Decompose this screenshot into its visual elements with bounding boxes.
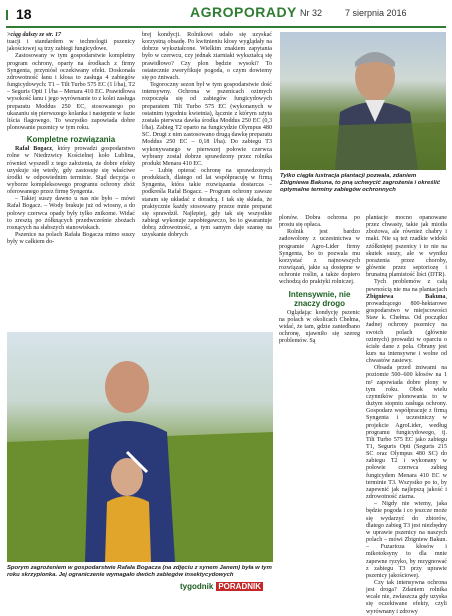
issue-number: Nr 32 — [300, 8, 323, 18]
brand-logo-secondary: PORADNIK — [218, 582, 262, 591]
paragraph: Obsada przed żniwami na poziomie 500–600 kłosów na 1 m² zapowiada dobre plony w tym roku. Obok wielu czynników plonowania to w dużym stopniu zasługa ochrony. Gospodarz współpracuje z firmą Syngenta i uczestniczy w projekcie AgroLider, według programu fungicydowego, tj. Tilt Turbo 575 EC jako zabiegu T1, Seguris Opti (Seguris 215 SC oraz Olympus 480 SC) do zabiegu T2 i wykonany w połowie czerwca zabieg fungicydem Menara 410 EC w terminie T3. Wszystko po to, by zapewnić jak najlepszą jakość i zdrowotność ziarna. — [366, 365, 447, 501]
subheading: Kompletne rozwiązania — [26, 135, 116, 145]
paragraph: plantacje mocno opanowane przez chwasty, takie jak miotła zbożowa, ale również chabry i maki. Nie są też rzadkie widoki zżółkniętej pszenicy i to nie na skutek suszy, ale w wyniku porażenia przez choroby, głównie przez septoriozę i brunatną plamistość liści (DTR). — [366, 215, 447, 279]
paragraph: Oglądając kondycję pszenic na polach w okolicach Chełma, widać, że tam, gdzie zaniedbano ochronę, ujawniło się szereg problemów. Są — [279, 309, 360, 345]
photo-caption: Tylko ciągła lustracja plantacji pozwala, zdaniem Zbigniewa Bakuna, to pną uchwycić zagrożenia i określić optymalne terminy zabiegów ochronnych — [280, 173, 441, 193]
paragraph: Tych problemów z całą pewnością nie ma na plantacjach Zbigniewa Bakuna, prowadzącego 800-hektarowe gospodarstwo w miejscowości Staw k. Chełma. Od początku żadnej ochrony pszenicy na swoich polach (głównie ozimych) prowadzi w oparciu o ścisłe dane z pola. Obrany jest kurs na intensywne i wolne od chwastów zasiewy. — [366, 279, 447, 365]
paragraph: Tegoroczny sezon był w tym gospodarstwie dość intensywny. Ochrona w pszenicach ozimych rozpoczęła się od zabiegów fungicydowych preparatem Tilt Turbo 575 EC (wykonanych w ostatnim tygodniu kwietnia), łącznie z którym użyta została pierwsza dawka środka Moddus 250 EC (0,3 l/ha). Zabieg T2 oparto na fungicydzie Olympus 480 SC. Drugi z nim zastosowano drugą dawkę preparatu Moddus 250 EC – 0,18 l/ha). Do zabiegu T3 wykonywanego w pierwszej połowie czerwca wybrany został dobrze sprawdzony przez rolnika produkt Menara 410 EC. — [142, 82, 272, 167]
paragraph: tuacji i standardem w technologii pszenicy jakościowej są trzy zabiegi fungicydowe. — [7, 39, 135, 53]
paragraph: Pszenice na polach Rafała Bogacza mimo suszy były w całkiem do- — [7, 232, 135, 246]
paragraph: Rolnik jest bardzo zadowolony z uczestnictwa w programie Agro-Lider firmy Syngenta, bo to pozwala mu korzystać z najnowszych rozwiązań, jakie są dostępne w ochronie roślin, a także dopiero wchodzą do praktyki rolniczej. — [279, 229, 360, 286]
paragraph: – Lubię opierać ochronę na sprawdzonych produktach, dlatego od lat współpracuję w firmą Syngenta, która takie rozwiązania dostarcza – podkreśla Rafał Bogacz. – Program ochrony zawsze staram się układać z doradcą. I tak się składa, że praktycznie każdy stosowany przeze mnie preparat się sprawdził. Najlepiej, gdy tak się wszystkie zabiegi wykonuje zapobiegawczo, bo to gwarantuje dobrą zdrowotność, a tym samym daje szansę na uzyskanie dobrych — [142, 167, 272, 239]
article-column-2 — [142, 32, 272, 240]
paragraph: – Takiej suszy dawno u nas nie było – mówi Rafał Bogacz. – Wody brakuje już od wiosny, a do połowy czerwca opady były tylko znikome. Widać to zresztą po żółknących przedwcześnie zbożach rosnących na słabszych stanowiskach. — [7, 196, 135, 231]
paragraph: – Nigdy nie wiemy, jaka będzie pogoda i co jeszcze może się wydarzyć do zbiorów, dlatego zabieg T3 jest niezbędny w uprawie pszenicy na naszych polach – mówi Zbigniew Bakun. – Fuzarioza kłosów i mikotoksyny to dla mnie zapewne ryzyko, by rezygnować z zabiegu T3 przy uprawie pszenicy jakościowej. — [366, 501, 447, 579]
brand-logo: tygodnik — [180, 582, 214, 591]
photo-caption: Sporym zagrożeniem w gospodarstwie Rafała Bogacza (na zdjęciu z synem Janem) była w tym roku skrzypionka. Jej ograniczenie wymagało dwóch zabiegów insektycydowych — [7, 565, 272, 578]
paragraph: Zastosowany w tym gospodarstwie kompletny program ochrony, oparty na środkach z firmy Syngenta, przyniósł oczekiwany efekt. Doskonała zdrowotność łanu i kłosa to zasługa 4 zabiegów fungicydowych: T1 – Tilt Turbo 575 EC (1 l/ha), T2 – Seguris Opti 1 l/ha – Menara 410 EC. Prawidłowa wysokość łanu i jego wyrównanie to z kolei zasługa preparatu Moddus 250 EC, stosowanego po ukazaniu się pierwszego kolanka i następnie w fazie liścia flagowego. To wszystko zapowiada dobre plonowanie pszenicy w tym roku. — [7, 53, 135, 132]
footer-logo — [180, 582, 263, 591]
photo-farmer-field — [280, 32, 446, 170]
article-column-1 — [7, 32, 135, 246]
person-name: Rafał Bogacz — [15, 146, 52, 153]
flag-icon — [6, 10, 14, 20]
paragraph: plonów. Dobra ochrona po prostu się opłaca. — [279, 215, 360, 229]
section-title: AGROPORADY — [190, 4, 297, 20]
paragraph: Czy tak intensywna ochrona jest droga? Zdaniem rolnika wcale nie, zwłaszcza gdy uzyska się oczekiwane efekty, czyli wyrównany i zdrowy — [366, 579, 447, 615]
father-son-image — [7, 332, 273, 562]
article-column-3b — [366, 215, 447, 616]
issue-date: 7 sierpnia 2016 — [345, 8, 407, 18]
paragraph: Rafał Bogacz, który prowadzi gospodarstwo rolne w Niedrzwicy Kościelnej koło Lublina, również wyszedł z tego założenia, że dobre efekty uzyskuje się wtedy, gdy zastosuje się właściwe środki w odpowiednim terminie. Stąd decyzja o wyborze kompleksowego programu ochrony zbóż oferowanego przez firmę Syngenta. — [7, 146, 136, 196]
article-column-3a — [279, 215, 360, 345]
continued-note: >ciąg dalszy ze str. 17 — [7, 32, 62, 38]
person-name: Zbigniewa Bakuna — [366, 293, 446, 300]
paragraph: brej kondycji. Rolnikowi udało się uzyskać korzystną obsadę. Po kwitnieniu kłosy wyglądały na dobrze wykształcone. Wielkim znakiem zapytania było w czerwcu, czy jednak ziarniaki wykształcą się prawidłowo? Czy plon będzie wysoki? To ostatecznie zweryfikuje pogoda, o czym dowiemy się po żniwach. — [142, 32, 272, 81]
subheading: Intensywnie, nie znaczy drogo — [288, 289, 351, 308]
photo-father-son — [7, 332, 273, 562]
header-rule — [6, 26, 446, 28]
farmer-portrait-image — [280, 32, 446, 170]
page-number: 18 — [16, 6, 32, 22]
